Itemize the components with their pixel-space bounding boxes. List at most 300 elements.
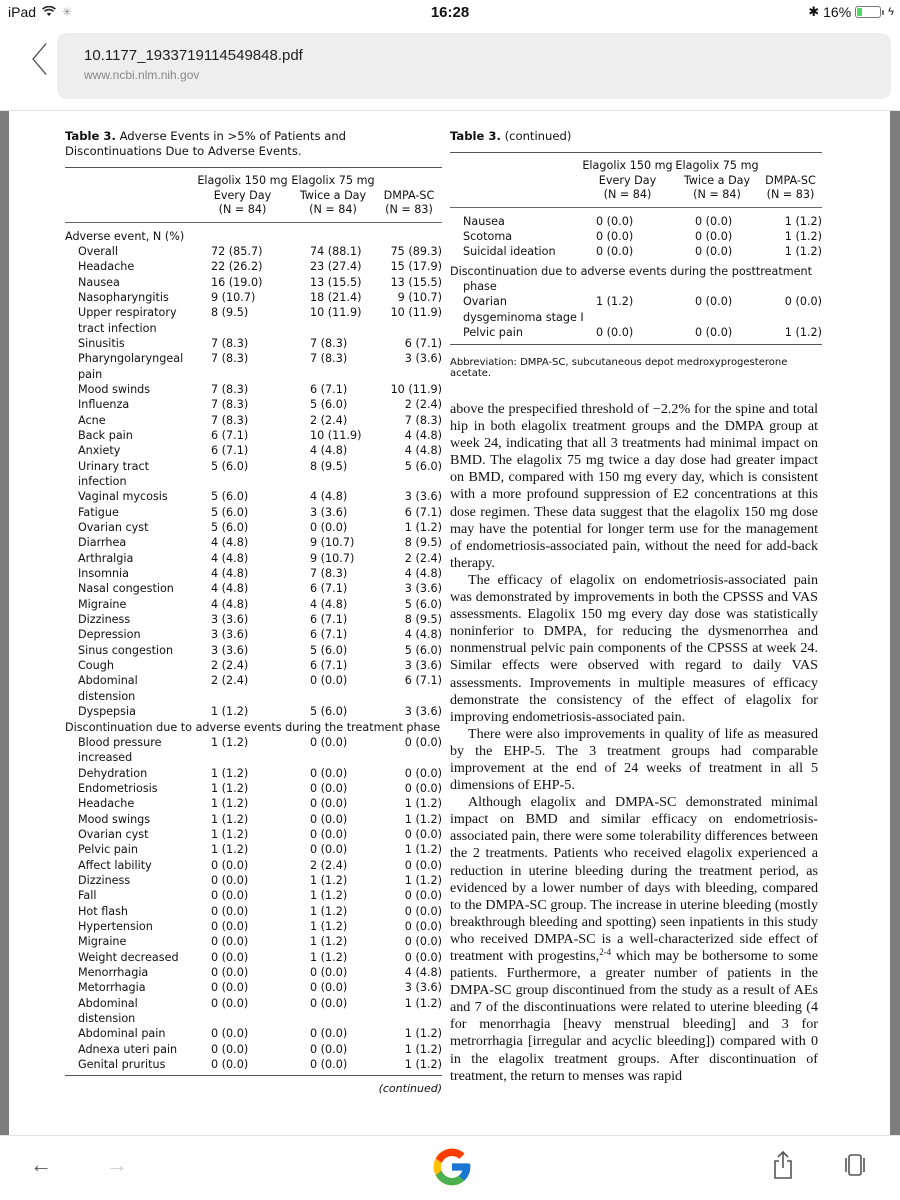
cell-elagolix-75: 0 (0.0) — [695, 325, 733, 339]
table-row — [65, 275, 442, 290]
table-row — [65, 597, 442, 612]
article-body — [450, 401, 818, 1085]
section-discontinuation-posttreatment — [450, 294, 822, 340]
table-row — [65, 735, 442, 750]
cell-elagolix-75: 7 (8.3) — [310, 336, 348, 350]
cell-dmpa-sc: 3 (3.6) — [404, 490, 442, 504]
cell-dmpa-sc: 2 (2.4) — [404, 398, 442, 412]
row-label: Menorrhagia — [78, 966, 149, 979]
table-row — [65, 1057, 442, 1072]
row-label: Arthralgia — [78, 551, 134, 565]
row-label: Diarrhea — [78, 536, 127, 550]
adverse-events-table-continued — [450, 129, 822, 379]
table-row-cont — [450, 310, 822, 325]
cell-elagolix-150: 7 (8.3) — [211, 382, 249, 396]
adverse-events-table — [65, 129, 442, 1095]
cell-dmpa-sc: 5 (6.0) — [404, 643, 442, 657]
forward-arrow-icon[interactable]: → — [106, 1152, 128, 1177]
table-row — [65, 827, 442, 842]
status-bar — [0, 0, 900, 26]
cell-elagolix-150: 0 (0.0) — [596, 245, 634, 259]
cell-elagolix-75: 18 (21.4) — [310, 290, 362, 304]
cell-dmpa-sc: 4 (4.8) — [404, 966, 442, 979]
row-label: Vaginal mycosis — [78, 490, 168, 504]
paragraph: There were also improvements in quality of life as measured by the EHP-5. The 3 treatment groups had comparable improvement at the end of 24 weeks of treatment in all 5 dimensions of EHP-5. — [450, 725, 818, 794]
row-label: Insomnia — [78, 567, 130, 581]
cell-dmpa-sc: 0 (0.0) — [404, 889, 442, 903]
cell-elagolix-150: 0 (0.0) — [211, 873, 249, 887]
cell-elagolix-150: 0 (0.0) — [596, 229, 634, 243]
domain-text: www.ncbi.nlm.nih.gov — [84, 68, 200, 82]
cell-dmpa-sc: 0 (0.0) — [404, 781, 442, 795]
cell-elagolix-75: 0 (0.0) — [310, 1042, 348, 1056]
cell-dmpa-sc: 5 (6.0) — [404, 459, 442, 473]
cell-elagolix-150: 7 (8.3) — [211, 398, 249, 412]
cell-elagolix-75: 0 (0.0) — [310, 812, 348, 826]
battery-percent: 16% — [823, 4, 852, 20]
cell-elagolix-75: 2 (2.4) — [310, 858, 348, 872]
table-row — [65, 627, 442, 642]
row-label: Blood pressure — [78, 735, 162, 749]
cell-elagolix-150: 1 (1.2) — [211, 843, 249, 857]
cell-dmpa-sc: 6 (7.1) — [404, 505, 442, 519]
table-row-cont — [65, 321, 442, 336]
cell-dmpa-sc: 0 (0.0) — [404, 827, 442, 841]
cell-elagolix-150: 72 (85.7) — [211, 244, 263, 258]
cell-elagolix-150: 16 (19.0) — [211, 275, 263, 289]
cell-elagolix-150: 2 (2.4) — [211, 659, 249, 673]
cell-elagolix-150: 7 (8.3) — [211, 413, 249, 427]
row-label-cont: infection — [78, 475, 127, 488]
cell-dmpa-sc: 8 (9.5) — [404, 613, 442, 627]
row-label: Fall — [78, 889, 97, 903]
col-header-elagolix-75: Elagolix 75 mg Twice a Day (N = 84) — [291, 174, 375, 216]
section-title: Discontinuation due to adverse events during the posttreatment — [450, 264, 812, 278]
table-row — [65, 443, 442, 458]
table-row — [65, 1042, 442, 1057]
cell-dmpa-sc: 1 (1.2) — [404, 1058, 442, 1072]
row-label: Headache — [78, 260, 135, 274]
cell-elagolix-75: 7 (8.3) — [310, 352, 348, 366]
cell-elagolix-150: 4 (4.8) — [211, 551, 249, 565]
cell-elagolix-75: 0 (0.0) — [310, 981, 348, 995]
cell-elagolix-150: 0 (0.0) — [211, 966, 249, 979]
table-row — [65, 259, 442, 274]
cell-elagolix-75: 74 (88.1) — [310, 244, 362, 258]
paragraph: above the prespecified threshold of −2.2% for the spine and total hip in both elagolix treatment groups and the DMPA group at week 24, indicating that all 3 treatments had minimal impact on BMD. The elagolix 75 mg twice a day dose had greater impact on BMD, compared with 150 mg every day, which is consistent with a more profound suppression of E2 concentrations at this dose regimen. These data suggest that the elagolix 150 mg dose may have the potential for longer term use for the management of endometriosis-associated pain, without the need for add-back therapy. — [450, 401, 818, 571]
cell-elagolix-75: 7 (8.3) — [310, 567, 348, 581]
cell-elagolix-75: 1 (1.2) — [310, 950, 348, 964]
clock: 16:28 — [430, 4, 470, 21]
share-icon[interactable] — [772, 1150, 794, 1180]
cell-elagolix-75: 2 (2.4) — [310, 413, 348, 427]
row-label: Ovarian cyst — [78, 521, 149, 535]
cell-elagolix-150: 6 (7.1) — [211, 444, 249, 458]
table-bottom-rule — [65, 1075, 442, 1076]
table-row — [65, 505, 442, 520]
cell-elagolix-75: 0 (0.0) — [695, 295, 733, 309]
cell-elagolix-75: 1 (1.2) — [310, 873, 348, 887]
cell-dmpa-sc: 4 (4.8) — [404, 428, 442, 442]
cell-elagolix-150: 5 (6.0) — [211, 505, 249, 519]
cell-dmpa-sc: 6 (7.1) — [404, 674, 442, 688]
cell-dmpa-sc: 3 (3.6) — [404, 981, 442, 995]
row-label: Ovarian cyst — [78, 827, 149, 841]
cell-dmpa-sc: 8 (9.5) — [404, 536, 442, 550]
cell-elagolix-150: 5 (6.0) — [211, 490, 249, 504]
cell-dmpa-sc: 10 (11.9) — [390, 382, 442, 396]
row-label: Urinary tract — [78, 459, 149, 473]
cell-elagolix-150: 1 (1.2) — [211, 735, 249, 749]
table-header — [450, 153, 822, 207]
cell-elagolix-75: 6 (7.1) — [310, 382, 348, 396]
left-gutter — [0, 111, 9, 1136]
table-row — [65, 980, 442, 995]
cell-elagolix-150: 0 (0.0) — [211, 919, 249, 933]
row-label: Scotoma — [463, 229, 513, 243]
cell-dmpa-sc: 4 (4.8) — [404, 628, 442, 642]
cell-elagolix-150: 1 (1.2) — [211, 766, 249, 780]
table-row — [65, 996, 442, 1011]
cell-elagolix-75: 0 (0.0) — [310, 521, 348, 535]
cell-elagolix-150: 7 (8.3) — [211, 352, 249, 366]
table-row-cont — [65, 1011, 442, 1026]
cell-elagolix-75: 0 (0.0) — [695, 214, 733, 228]
cell-elagolix-150: 5 (6.0) — [211, 459, 249, 473]
row-label: Pelvic pain — [78, 843, 138, 857]
cell-elagolix-150: 3 (3.6) — [211, 628, 249, 642]
cell-dmpa-sc: 15 (17.9) — [390, 260, 442, 274]
cell-elagolix-75: 0 (0.0) — [310, 843, 348, 857]
cell-elagolix-150: 5 (6.0) — [211, 521, 249, 535]
cell-elagolix-75: 9 (10.7) — [310, 536, 355, 550]
cell-elagolix-150: 0 (0.0) — [211, 981, 249, 995]
row-label: Mood swinds — [78, 382, 151, 396]
cell-elagolix-75: 0 (0.0) — [310, 996, 348, 1010]
cell-elagolix-150: 1 (1.2) — [211, 781, 249, 795]
row-label-cont: distension — [78, 689, 136, 703]
cell-elagolix-75: 0 (0.0) — [310, 797, 348, 811]
browser-header — [0, 26, 900, 106]
table-row — [65, 612, 442, 627]
cell-elagolix-75: 0 (0.0) — [695, 229, 733, 243]
table-row — [450, 229, 822, 244]
cell-elagolix-75: 3 (3.6) — [310, 505, 348, 519]
row-label: Genital pruritus — [78, 1058, 166, 1072]
table-row — [65, 934, 442, 949]
table-row — [65, 766, 442, 781]
cell-elagolix-75: 1 (1.2) — [310, 904, 348, 918]
cell-elagolix-75: 10 (11.9) — [310, 428, 362, 442]
row-label: Acne — [78, 413, 106, 427]
cell-elagolix-150: 4 (4.8) — [211, 582, 249, 596]
cell-dmpa-sc: 0 (0.0) — [404, 735, 442, 749]
row-label-cont: tract infection — [78, 321, 157, 335]
cell-dmpa-sc: 75 (89.3) — [390, 244, 442, 258]
row-label: Dyspepsia — [78, 705, 136, 719]
cell-dmpa-sc: 10 (11.9) — [390, 306, 442, 320]
cell-dmpa-sc: 1 (1.2) — [404, 812, 442, 826]
col-header-elagolix-150: Elagolix 150 mg Every Day (N = 84) — [582, 159, 673, 201]
section-title: Adverse event, N (%) — [65, 229, 185, 243]
cell-elagolix-75: 5 (6.0) — [310, 398, 348, 412]
cell-elagolix-150: 0 (0.0) — [211, 935, 249, 949]
col-header-dmpa-sc: DMPA-SC (N = 83) — [765, 173, 816, 201]
row-label: Dizziness — [78, 873, 131, 887]
cell-elagolix-75: 10 (11.9) — [310, 306, 362, 320]
table-caption-text: Adverse Events in >5% of Patients and Discontinuations Due to Adverse Events. — [65, 129, 347, 158]
cell-elagolix-150: 1 (1.2) — [211, 812, 249, 826]
cell-elagolix-150: 2 (2.4) — [211, 674, 249, 688]
cell-dmpa-sc: 1 (1.2) — [404, 1042, 442, 1056]
cell-elagolix-150: 7 (8.3) — [211, 336, 249, 350]
cell-elagolix-75: 0 (0.0) — [310, 674, 348, 688]
row-label: Fatigue — [78, 505, 119, 519]
row-label-cont: increased — [78, 751, 133, 765]
cell-elagolix-75: 0 (0.0) — [695, 245, 733, 259]
cell-elagolix-150: 1 (1.2) — [211, 705, 249, 719]
table-row-cont — [65, 750, 442, 765]
cell-dmpa-sc: 6 (7.1) — [404, 336, 442, 350]
cell-elagolix-150: 4 (4.8) — [211, 536, 249, 550]
cell-dmpa-sc: 0 (0.0) — [404, 919, 442, 933]
cell-dmpa-sc: 0 (0.0) — [404, 904, 442, 918]
cell-elagolix-75: 0 (0.0) — [310, 735, 348, 749]
table-row — [65, 781, 442, 796]
bluetooth-icon: ✱ — [808, 4, 820, 19]
table-caption-label: Table 3. — [450, 129, 501, 143]
table-row — [65, 704, 442, 719]
table-row — [65, 551, 442, 566]
cell-dmpa-sc: 1 (1.2) — [404, 521, 442, 535]
row-label: Ovarian — [463, 295, 507, 309]
cell-dmpa-sc: 1 (1.2) — [784, 214, 822, 228]
cell-elagolix-150: 0 (0.0) — [211, 950, 249, 964]
table-row — [65, 305, 442, 320]
table-row — [65, 796, 442, 811]
battery-icon — [855, 6, 881, 18]
col-header-elagolix-150: Elagolix 150 mg Every Day (N = 84) — [197, 174, 288, 216]
pdf-viewer[interactable] — [0, 110, 900, 1135]
table-row-cont — [65, 367, 442, 382]
device-name: iPad — [8, 4, 37, 20]
row-label: Nasal congestion — [78, 582, 174, 596]
cell-dmpa-sc: 1 (1.2) — [784, 245, 822, 259]
row-label: Upper respiratory — [78, 306, 177, 320]
table-row — [65, 459, 442, 474]
cell-elagolix-150: 3 (3.6) — [211, 643, 249, 657]
row-label: Overall — [78, 244, 118, 258]
table-caption — [65, 129, 442, 159]
cell-elagolix-75: 4 (4.8) — [310, 490, 348, 504]
row-label: Dizziness — [78, 613, 131, 627]
row-label: Nasopharyngitis — [78, 290, 169, 304]
table-row — [65, 812, 442, 827]
file-name: 10.1177_1933719114549848.pdf — [84, 47, 303, 64]
table-row — [65, 351, 442, 366]
table-row — [65, 842, 442, 857]
cell-dmpa-sc: 3 (3.6) — [404, 352, 442, 366]
table-row — [65, 643, 442, 658]
table-row — [65, 950, 442, 965]
table-row — [65, 673, 442, 688]
cell-dmpa-sc: 3 (3.6) — [404, 659, 442, 673]
table-row — [450, 294, 822, 309]
cell-dmpa-sc: 1 (1.2) — [404, 797, 442, 811]
loading-spinner-icon: ✳ — [62, 5, 73, 19]
row-label: Sinusitis — [78, 336, 125, 350]
row-label: Abdominal — [78, 674, 138, 688]
table-row — [65, 489, 442, 504]
cell-elagolix-75: 1 (1.2) — [310, 889, 348, 903]
cell-elagolix-150: 0 (0.0) — [211, 904, 249, 918]
table-row — [65, 566, 442, 581]
cell-elagolix-150: 0 (0.0) — [211, 889, 249, 903]
section-adverse-events — [65, 244, 442, 720]
cell-elagolix-75: 6 (7.1) — [310, 659, 348, 673]
section-rows-continued — [450, 214, 822, 260]
google-logo-icon[interactable] — [430, 1145, 474, 1189]
cell-elagolix-75: 0 (0.0) — [310, 827, 348, 841]
row-label: Mood swings — [78, 812, 151, 826]
table-row — [65, 904, 442, 919]
bottom-toolbar — [0, 1135, 900, 1200]
cell-dmpa-sc: 1 (1.2) — [784, 325, 822, 339]
table-row — [65, 965, 442, 980]
abbreviation-note: Abbreviation: DMPA-SC, subcutaneous depot medroxyprogesterone acetate. — [450, 357, 788, 380]
cell-elagolix-150: 0 (0.0) — [211, 1058, 249, 1072]
cell-dmpa-sc: 0 (0.0) — [404, 950, 442, 964]
cell-elagolix-75: 0 (0.0) — [310, 781, 348, 795]
row-label: Endometriosis — [78, 781, 158, 795]
header-rule — [65, 222, 442, 223]
row-label: Adnexa uteri pain — [78, 1042, 178, 1056]
row-label: Affect lability — [78, 858, 152, 872]
cell-dmpa-sc: 3 (3.6) — [404, 705, 442, 719]
row-label: Weight decreased — [78, 950, 179, 964]
cell-elagolix-150: 1 (1.2) — [211, 797, 249, 811]
row-label-cont: pain — [78, 367, 103, 381]
row-label-cont: dysgeminoma stage I — [463, 310, 584, 324]
row-label-cont: distension — [78, 1012, 136, 1026]
cell-elagolix-75: 4 (4.8) — [310, 597, 348, 611]
cell-elagolix-150: 1 (1.2) — [596, 295, 634, 309]
cell-elagolix-75: 8 (9.5) — [310, 459, 348, 473]
table-row — [65, 290, 442, 305]
row-label: Back pain — [78, 428, 133, 442]
table-caption — [450, 129, 822, 144]
row-label: Influenza — [78, 398, 130, 412]
row-label: Migraine — [78, 935, 127, 949]
row-label: Headache — [78, 797, 135, 811]
cell-elagolix-75: 13 (15.5) — [310, 275, 362, 289]
cell-dmpa-sc: 1 (1.2) — [784, 229, 822, 243]
cell-elagolix-75: 5 (6.0) — [310, 705, 348, 719]
cell-elagolix-150: 6 (7.1) — [211, 428, 249, 442]
row-label: Nausea — [463, 214, 505, 228]
row-label: Cough — [78, 659, 114, 673]
row-label: Hot flash — [78, 904, 129, 918]
citation[interactable]: 2-4 — [599, 947, 612, 957]
table-caption-label: Table 3. — [65, 129, 116, 143]
cell-elagolix-75: 0 (0.0) — [310, 1027, 348, 1041]
cell-elagolix-75: 5 (6.0) — [310, 643, 348, 657]
table-row — [65, 413, 442, 428]
table-row — [450, 244, 822, 259]
col-header-elagolix-75: Elagolix 75 mg Twice a Day (N = 84) — [675, 159, 759, 201]
table-bottom-rule — [450, 344, 822, 345]
cell-elagolix-150: 0 (0.0) — [596, 214, 634, 228]
row-label: Metorrhagia — [78, 981, 146, 995]
cell-dmpa-sc: 1 (1.2) — [404, 1027, 442, 1041]
row-label: Sinus congestion — [78, 643, 174, 657]
cell-elagolix-150: 0 (0.0) — [211, 996, 249, 1010]
section-title-cont: phase — [463, 279, 497, 293]
cell-dmpa-sc: 4 (4.8) — [404, 567, 442, 581]
cell-elagolix-150: 1 (1.2) — [211, 827, 249, 841]
cell-elagolix-75: 0 (0.0) — [310, 766, 348, 780]
cell-dmpa-sc: 0 (0.0) — [404, 935, 442, 949]
cell-elagolix-75: 9 (10.7) — [310, 551, 355, 565]
cell-dmpa-sc: 0 (0.0) — [404, 766, 442, 780]
row-label: Abdominal pain — [78, 1027, 166, 1041]
cell-elagolix-75: 6 (7.1) — [310, 582, 348, 596]
table-row — [65, 428, 442, 443]
chevron-left-icon[interactable]: 〈 — [14, 42, 48, 80]
cell-dmpa-sc: 0 (0.0) — [784, 295, 822, 309]
row-label: Pharyngolaryngeal — [78, 352, 184, 366]
header-rule — [450, 207, 822, 208]
row-label: Anxiety — [78, 444, 121, 458]
cell-dmpa-sc: 1 (1.2) — [404, 873, 442, 887]
cell-dmpa-sc: 1 (1.2) — [404, 996, 442, 1010]
cell-elagolix-75: 6 (7.1) — [310, 628, 348, 642]
table-row — [65, 919, 442, 934]
row-label: Pelvic pain — [463, 325, 523, 339]
cell-elagolix-150: 0 (0.0) — [211, 1027, 249, 1041]
table-row — [65, 858, 442, 873]
row-label: Migraine — [78, 597, 127, 611]
table-row — [65, 658, 442, 673]
row-label: Suicidal ideation — [463, 245, 556, 259]
cell-elagolix-150: 4 (4.8) — [211, 597, 249, 611]
table-row — [65, 520, 442, 535]
cell-dmpa-sc: 7 (8.3) — [404, 413, 442, 427]
cell-dmpa-sc: 13 (15.5) — [390, 275, 442, 289]
cell-elagolix-150: 4 (4.8) — [211, 567, 249, 581]
table-row — [65, 581, 442, 596]
continued-note: (continued) — [378, 1082, 442, 1096]
table-row-cont — [65, 689, 442, 704]
cell-elagolix-75: 4 (4.8) — [310, 444, 348, 458]
row-label: Nausea — [78, 275, 120, 289]
section-discontinuation-treatment — [65, 735, 442, 1073]
table-header — [65, 168, 442, 222]
table-row — [65, 1026, 442, 1041]
cell-elagolix-75: 1 (1.2) — [310, 919, 348, 933]
table-caption-text: (continued) — [500, 129, 572, 143]
table-row — [450, 325, 822, 340]
cell-dmpa-sc: 3 (3.6) — [404, 582, 442, 596]
section-title: Discontinuation due to adverse events during the treatment phase — [65, 720, 441, 734]
url-bar[interactable] — [57, 33, 891, 99]
cell-elagolix-75: 1 (1.2) — [310, 935, 348, 949]
tabs-icon[interactable] — [843, 1153, 867, 1177]
cell-elagolix-150: 0 (0.0) — [211, 1042, 249, 1056]
back-arrow-icon[interactable]: ← — [30, 1152, 52, 1177]
paragraph: Although elagolix and DMPA-SC demonstrated minimal impact on BMD and similar efficacy on endometriosis-associated pain, there were some tolerability differences between the 2 treatments. Patients who received elagolix experienced a reduction in uterine bleeding during the treatment period, as evidenced by a lower number of days with bleeding, compared to the DMPA-SC group. The increase in uterine bleeding (mostly breakthrough bleeding and spotting) seen inpatients in this study who received DMPA-SC is a well-characterized side effect of treatment with progestins,$^{2-4}$ which may be bothersome to some patients. Furthermore, a greater number of patients in the DMPA-SC group discontinued from the study as a result of AEs and 7 of the discontinuations were related to uterine bleeding (4 for menorrhagia [heavy menstrual bleeding] and 3 for metrorrhagia [irregular and acyclic bleeding]) compared with 0 in the elagolix treatment groups. After discontinuation of treatment, the return to menses was rapid — [450, 794, 819, 1084]
cell-elagolix-150: 0 (0.0) — [211, 858, 249, 872]
